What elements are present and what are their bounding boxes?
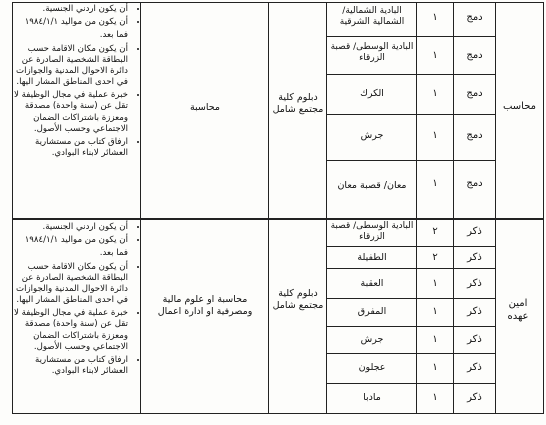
- table-border: [12, 2, 13, 414]
- type-cell: دمج: [466, 88, 483, 99]
- region-cell: جرش: [360, 130, 384, 141]
- type-cell: ذكر: [467, 362, 482, 373]
- row-divider: [326, 298, 495, 299]
- count-cell: ١: [432, 50, 438, 61]
- type-cell: ذكر: [467, 278, 482, 289]
- count-cell: ١: [432, 178, 438, 189]
- count-cell: ١: [432, 362, 438, 373]
- qualification-cell: دبلوم كلية مجتمع شامل: [272, 92, 324, 115]
- type-cell: دمج: [466, 178, 483, 189]
- region-cell: البادية الشمالية/ الشمالية الشرقية: [339, 6, 405, 28]
- requirement-item: • أن يكون من مواليد ١٩٨٤/١/١: [14, 235, 128, 246]
- requirement-item: • أن يكون مكان الاقامة حسب البطاقة الشخصية الصادرة عن دائرة الاحوال المدنية والجوازات في احدى المناطق المشار اليها.: [14, 44, 128, 89]
- column-divider: [140, 2, 141, 414]
- job-title-cell: امين عهده: [507, 298, 529, 322]
- table-border: [12, 2, 544, 3]
- row-divider: [326, 268, 495, 269]
- requirement-item: • خبرة عملية في مجال الوظيفة لا تقل عن (سنة واحدة) مصدقة ومعززة باشتراكات الضمان الاجتماعي وحسب الأصول.: [14, 308, 128, 353]
- count-cell: ١: [432, 306, 438, 317]
- count-cell: ٢: [432, 226, 438, 237]
- type-cell: دمج: [466, 12, 483, 23]
- requirement-item: فما بعد.: [99, 30, 128, 41]
- type-cell: ذكر: [467, 252, 482, 263]
- region-cell: العقبة: [360, 278, 384, 289]
- requirements-list: [14, 222, 138, 379]
- row-divider: [326, 246, 495, 247]
- section-divider: [12, 218, 544, 220]
- type-cell: ذكر: [467, 226, 482, 237]
- type-cell: ذكر: [467, 392, 482, 403]
- requirements-list: [14, 4, 138, 161]
- region-cell: الطفيلة: [357, 252, 387, 263]
- requirement-item: • أن يكون من مواليد ١٩٨٤/١/١: [14, 17, 128, 28]
- region-cell: البادية الوسطى/ قصبة الزرقاء: [330, 42, 414, 64]
- column-divider: [495, 2, 496, 414]
- specialization-cell: محاسبة: [189, 102, 221, 113]
- count-cell: ١: [432, 334, 438, 345]
- count-cell: ١: [432, 130, 438, 141]
- requirement-item: • ارفاق كتاب من مستشارية العشائر لابناء البوادي.: [14, 137, 128, 159]
- region-cell: جرش: [360, 334, 384, 345]
- count-cell: ١: [432, 88, 438, 99]
- row-divider: [326, 74, 495, 75]
- count-cell: ١: [432, 278, 438, 289]
- count-cell: ١: [432, 12, 438, 23]
- region-cell: مادبا: [363, 392, 381, 403]
- requirement-item: • ارفاق كتاب من مستشارية العشائر لابناء البوادي.: [14, 355, 128, 377]
- count-cell: ٢: [432, 252, 438, 263]
- row-divider: [326, 326, 495, 327]
- qualification-cell: دبلوم كلية مجتمع شامل: [272, 288, 324, 311]
- requirement-item: • أن يكون مكان الاقامة حسب البطاقة الشخصية الصادرة عن دائرة الاحوال المدنية والجوازات في احدى المناطق المشار اليها.: [14, 262, 128, 307]
- count-cell: ١: [432, 392, 438, 403]
- row-divider: [326, 353, 495, 354]
- row-divider: [326, 114, 495, 115]
- requirement-item: • أن يكون اردني الجنسية.: [14, 4, 128, 15]
- row-divider: [326, 383, 495, 384]
- region-cell: معان/ قصبة معان: [337, 180, 407, 191]
- type-cell: دمج: [466, 50, 483, 61]
- type-cell: دمج: [466, 130, 483, 141]
- type-cell: ذكر: [467, 334, 482, 345]
- region-cell: المفرق: [357, 306, 387, 317]
- row-divider: [326, 36, 495, 37]
- job-title-cell: محاسب: [502, 101, 537, 112]
- table-border: [12, 413, 544, 414]
- requirement-item: • أن يكون اردني الجنسية.: [14, 222, 128, 233]
- column-divider: [268, 2, 269, 414]
- requirement-item: فما بعد.: [99, 248, 128, 259]
- row-divider: [326, 160, 495, 161]
- region-cell: عجلون: [358, 362, 386, 373]
- requirement-item: • خبرة عملية في مجال الوظيفة لا تقل عن (سنة واحدة) مصدقة ومعززة باشتراكات الضمان الاجتماعي وحسب الأصول.: [14, 90, 128, 135]
- table-border: [543, 2, 544, 414]
- specialization-cell: محاسبة او علوم مالية ومصرفية او ادارة اعمال: [157, 294, 253, 317]
- region-cell: الكرك: [360, 88, 384, 99]
- region-cell: البادية الوسطى/ قصبة الزرقاء: [330, 221, 414, 243]
- type-cell: ذكر: [467, 306, 482, 317]
